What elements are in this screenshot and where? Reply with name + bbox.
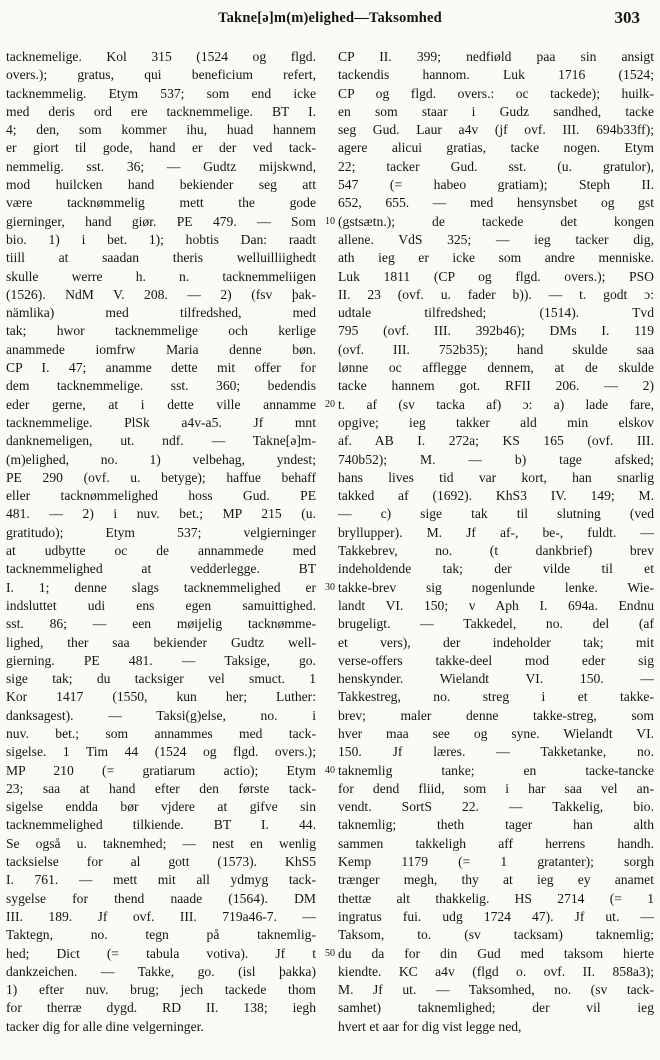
text-line: CP og flgd. overs.: oc tackede); huilk- xyxy=(338,85,654,101)
text-line: I. 761. — mett mit all ydmyg tack- xyxy=(6,872,316,888)
text-line: bio. 1) i bet. 1); hobtis Dan: raadt xyxy=(6,231,316,247)
text-line: tacknemelige. Kol 315 (1524 og flgd. xyxy=(6,49,316,64)
text-line: M. Jf ut. — Taksomhed, no. (sv tack- xyxy=(338,982,654,998)
text-line: opgive; ieg takker ald min elskov xyxy=(338,414,654,430)
text-line: tiill at saadan theris welluilliighedt xyxy=(6,250,316,266)
text-line: indeholdende tak; der vilde til et xyxy=(338,561,654,577)
text-line: 740b52); M. — b) tage afsked; xyxy=(338,451,654,467)
text-line: anammede iomfrw Maria denne bøn. xyxy=(6,341,316,357)
text-line: Taktegn, no. tegn på taknemlig- xyxy=(6,927,316,943)
text-line: ingratus fui. udg 1724 47). Jf ut. — xyxy=(338,908,654,924)
text-line: brev; maler denne takke-streg, som xyxy=(338,707,654,723)
text-line: sammen takkeligh aff herrens handh. xyxy=(338,835,654,851)
text-line: allene. VdS 325; — ieg tacker dig, xyxy=(338,231,654,247)
text-line: nuv. bet.; som annammes med tack- xyxy=(6,725,316,741)
text-line: (gstsætn.); de tackede det kongen xyxy=(338,213,654,229)
text-line: gierning. PE 481. — Taksige, go. xyxy=(6,652,316,668)
text-line: trænger megh, thy at ieg ey anamet xyxy=(338,872,654,888)
text-line: Se også u. taknemhed; — nest en wenlig xyxy=(6,835,316,851)
text-line: (ovf. III. 752b35); hand skulde saa xyxy=(338,341,654,357)
text-line: gratitudo); Etym 537; velgierninger xyxy=(6,524,316,540)
text-line: thettæ alt thakkelig. HS 2714 (= 1 xyxy=(338,890,654,906)
text-line: hed; Dict (= tabula votiva). Jf t xyxy=(6,945,316,961)
page-header xyxy=(0,8,660,34)
text-line: (m)elighed, no. 1) velbehag, yndest; xyxy=(6,451,316,467)
line-number: 10 xyxy=(325,215,335,227)
text-line: du da for din Gud med taksom hierte xyxy=(338,945,654,961)
text-line: vendt. SortS 22. — Takkelig, bio. xyxy=(338,799,654,815)
text-line: seg Gud. Laur a4v (jf ovf. III. 694b33ff); xyxy=(338,122,654,138)
text-line: overs.); gratus, qui beneficium refert, xyxy=(6,67,316,83)
text-line: tacke hannem got. RFII 206. — 2) xyxy=(338,378,654,394)
text-line: ath ieg er icke som andre menniske. xyxy=(338,250,654,266)
text-line: et vers), der indeholder tak; mit xyxy=(338,634,654,650)
text-line: at udbytte oc de annammede med xyxy=(6,543,316,559)
line-number: 50 xyxy=(325,947,335,959)
page-number: 303 xyxy=(614,8,640,27)
text-line: III. 189. Jf ovf. III. 719a46-7. — xyxy=(6,908,316,924)
text-line: eder gerne, at i dette ville annamme xyxy=(6,396,316,412)
text-line: eller tacknømmelighed hoss Gud. PE xyxy=(6,488,316,504)
text-line: udtale tilfredshed; (1514). Tvd xyxy=(338,305,654,321)
text-line: mod huilcken hand bekiender seg att xyxy=(6,177,316,193)
text-line: er giort til gode, hand er der ved tack- xyxy=(6,140,316,156)
text-line: tacknemmelighed at vedderlegge. BT xyxy=(6,561,316,577)
line-number: 40 xyxy=(325,764,335,776)
text-line: en som staar i Gudz sandhed, tacke xyxy=(338,103,654,119)
text-line: 547 (= habeo gratiam); Steph II. xyxy=(338,177,654,193)
text-line: med deris ord ere tacknemmelige. BT I. xyxy=(6,103,316,119)
line-number: 30 xyxy=(325,581,335,593)
text-line: 23; saa at hand efter den første tack- xyxy=(6,780,316,796)
text-line: 4; den, som kommer ihu, huad hannem xyxy=(6,122,316,138)
text-line: dankzeichen. — Takke, go. (isl þakka) xyxy=(6,963,316,979)
text-line: Kor 1417 (1550, kun her; Luther: xyxy=(6,689,316,705)
text-line: CP II. 399; nedfiøld paa sin ansigt xyxy=(338,49,654,64)
text-line: henskynder. Wielandt VI. 150. — xyxy=(338,671,654,687)
text-line: Kemp 1179 (= 1 gratanter); sorgh xyxy=(338,854,654,870)
text-line: sst. 86; — een møijelig tacknømme- xyxy=(6,616,316,632)
text-line: lighed, ther saa bekiender Gudtz well- xyxy=(6,634,316,650)
text-line: Takkestreg, no. streg i et takke- xyxy=(338,689,654,705)
text-line: landt VI. 150; v Aph I. 694a. Endnu xyxy=(338,597,654,613)
text-line: hvert et aar for dig vist legge ned, xyxy=(338,1018,522,1034)
text-line: II. 23 (ovf. u. fader b)). — t. godt ɔ: xyxy=(338,286,654,302)
text-line: for therræ dygd. RD II. 138; iegh xyxy=(6,1000,316,1016)
text-line: dem tacknemmelige. sst. 360; bedendis xyxy=(6,378,316,394)
text-line: 795 (ovf. III. 392b46); DMs I. 119 xyxy=(338,323,654,339)
text-line: tacknemmelighed tilkiende. BT I. 44. xyxy=(6,817,316,833)
text-line: Takkebrev, no. (t dankbrief) brev xyxy=(338,543,654,559)
text-line: (1526). NdM V. 208. — 2) (fsv þak- xyxy=(6,286,316,302)
text-line: CP I. 47; anamme dette mit offer for xyxy=(6,360,316,376)
text-line: taknemlig; theth tager han alth xyxy=(338,817,654,833)
text-line: sygelse for thend naade (1564). DM xyxy=(6,890,316,906)
text-line: kiendte. KC a4v (flgd o. ovf. II. 858a3); xyxy=(338,963,654,979)
text-line: danknemeligen, ut. ndf. — Takne[ə]m- xyxy=(6,433,316,449)
text-line: MP 210 (= gratiarum actio); Etym xyxy=(6,762,316,778)
text-line: Luk 1811 (CP og flgd. overs.); PSO xyxy=(338,268,654,284)
text-line: sige tak; du tacksiger vel smuct. 1 xyxy=(6,671,316,687)
text-line: nemmelig. sst. 36; — Gudtz mijskwnd, xyxy=(6,158,316,174)
text-line: gierninger, hand giør. PE 479. — Som xyxy=(6,213,316,229)
text-line: for dend fliid, som i har saa vel an- xyxy=(338,780,654,796)
text-line: 1) efter nuv. brug; jech tackede thom xyxy=(6,982,316,998)
text-line: sigelse endda bør vjdere at gifve sin xyxy=(6,799,316,815)
text-line: PE 290 (ovf. u. betyge); haffue behaff xyxy=(6,469,316,485)
text-line: hans lives tid var kort, han snarlig xyxy=(338,469,654,485)
text-line: 22; tacker Gud. sst. (u. gratulor), xyxy=(338,158,654,174)
text-line: brugeligt. — Takkedel, no. del (af xyxy=(338,616,654,632)
text-line: tak; hwor tacknemmelige och kerlige xyxy=(6,323,316,339)
text-line: takked af (1692). KhS3 IV. 149; M. xyxy=(338,488,654,504)
right-column xyxy=(338,48,654,1036)
text-line: I. 1; denne slags tacknemmelighed er xyxy=(6,579,316,595)
text-line: verse-offers takke-deel mod eder sig xyxy=(338,652,654,668)
text-line: — c) sige tak til slutning (ved xyxy=(338,506,654,522)
text-line: agere alicui gratias, tacke nogen. Etym xyxy=(338,140,654,156)
text-line: tacknemmelige. PlSk a4v-a5. Jf mnt xyxy=(6,414,316,430)
line-number: 20 xyxy=(325,398,335,410)
text-line: Taksom, to. (sv tacksam) taknemlig; xyxy=(338,927,654,943)
text-line: bryllupper). M. Jf af-, be-, fuldt. — xyxy=(338,524,654,540)
text-line: tacker dig for alle dine velgerninger. xyxy=(6,1018,204,1034)
text-line: tacknemmelig. Etym 537; som end icke xyxy=(6,85,316,101)
text-line: tackendis hannom. Luk 1716 (1524; xyxy=(338,67,654,83)
text-line: sigelse. 1 Tim 44 (1524 og flgd. overs.); xyxy=(6,744,316,760)
text-line: tacksielse for al gott (1573). KhS5 xyxy=(6,854,316,870)
text-line: taknemlig tanke; en tacke-tancke xyxy=(338,762,654,778)
text-line: lønne oc afflegge dennem, at de skulde xyxy=(338,360,654,376)
text-line: t. af (sv tacka af) ɔ: a) lade fare, xyxy=(338,396,654,412)
text-line: takke-brev sig nogenlunde lenke. Wie- xyxy=(338,579,654,595)
text-line: 150. Jf læres. — Takketanke, no. xyxy=(338,744,654,760)
running-head: Takne[ə]m(m)elighed—Taksomhed xyxy=(218,10,442,26)
text-line: af. AB I. 272a; KS 165 (ovf. III. xyxy=(338,433,654,449)
text-line: 481. — 2) i nuv. bet.; MP 215 (u. xyxy=(6,506,316,522)
text-line: samhet) taknemlighed; der vil ieg xyxy=(338,1000,654,1016)
text-line: nämlika) med tilfredshed, med xyxy=(6,305,316,321)
left-column xyxy=(6,48,316,1036)
text-line: være tacknømmelig mett the gode xyxy=(6,195,316,211)
text-line: skulle werre h. n. tacknemmeliigen xyxy=(6,268,316,284)
text-line: hver maa see og syne. Wielandt VI. xyxy=(338,725,654,741)
text-line: indsluttet udi ens egen samuittighed. xyxy=(6,597,316,613)
text-line: 652, 655. — med hensynsbet og gst xyxy=(338,195,654,211)
text-line: danksagest). — Taksi(g)else, no. i xyxy=(6,707,316,723)
